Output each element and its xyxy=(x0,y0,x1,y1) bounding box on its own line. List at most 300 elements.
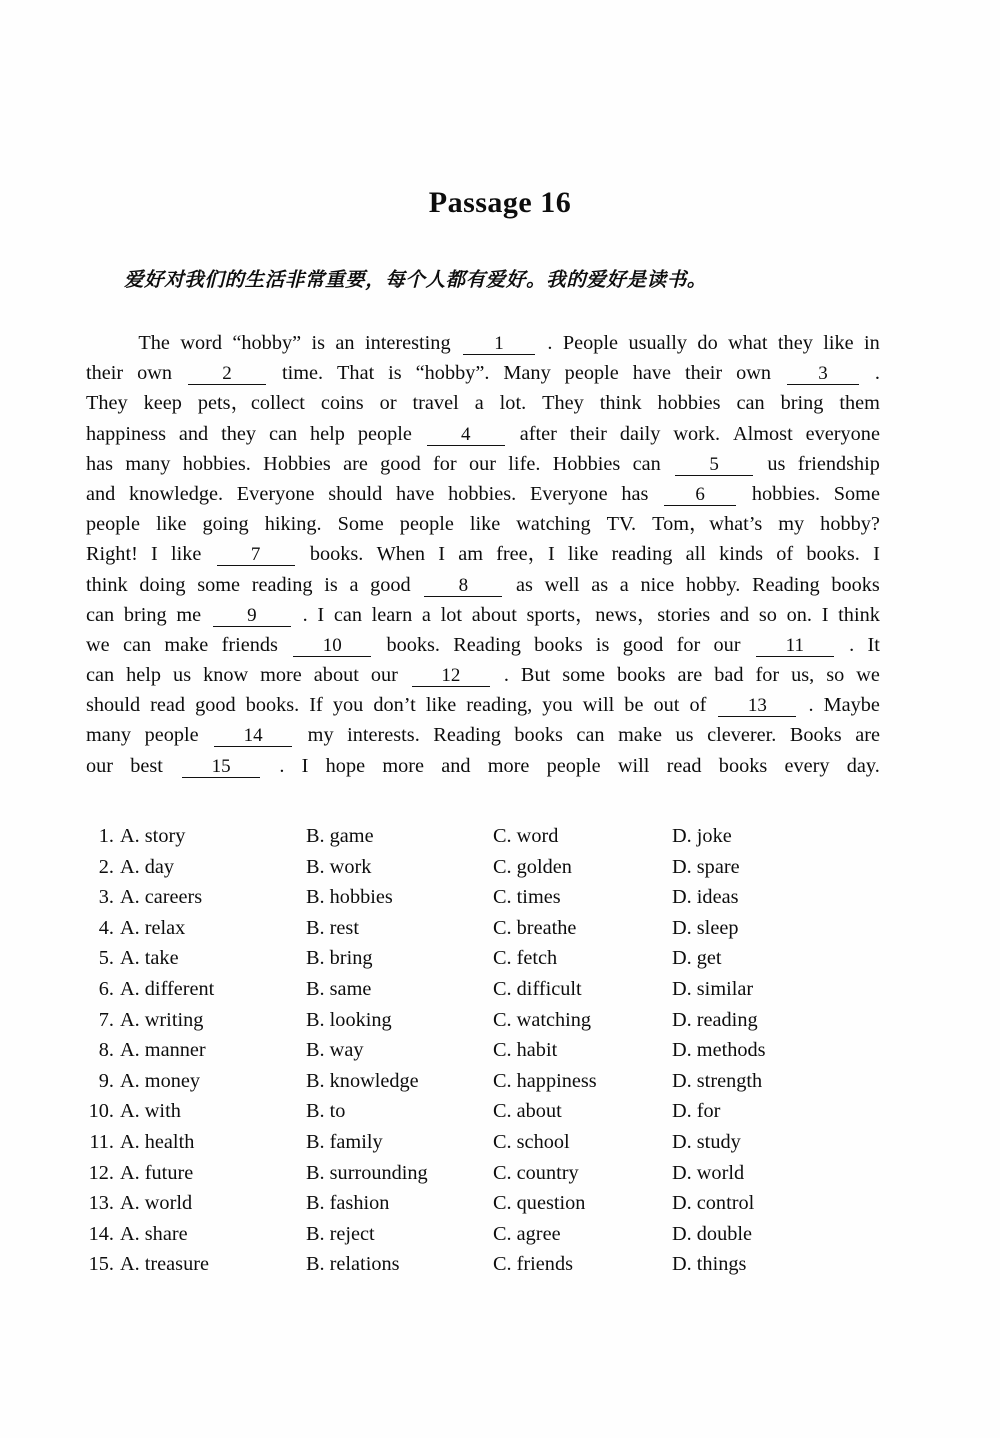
passage-text: bad xyxy=(714,664,744,687)
passage-line xyxy=(86,328,880,358)
passage-line xyxy=(86,751,880,781)
answer-blank-3[interactable]: 3 xyxy=(787,364,859,385)
passage-text: pets，collect xyxy=(197,392,305,415)
passage-text: hobbies. xyxy=(448,482,517,505)
option-d[interactable]: D. for xyxy=(672,1100,721,1123)
passage-text: Almost xyxy=(732,422,793,445)
passage-text: can xyxy=(122,633,152,656)
passage-text: Right! xyxy=(86,543,138,566)
passage-text: hobbies xyxy=(657,392,721,415)
passage-text: “hobby”. xyxy=(415,362,490,385)
passage-text: am xyxy=(458,543,483,566)
passage-line xyxy=(86,449,880,479)
option-b[interactable]: B. reject xyxy=(306,1222,375,1245)
question-row xyxy=(78,1249,908,1280)
passage-text: TV. xyxy=(606,513,637,536)
option-b[interactable]: B. same xyxy=(306,977,372,1000)
passage-text: some xyxy=(197,573,241,596)
passage-text: hope xyxy=(325,754,366,777)
passage-text: daily xyxy=(619,422,661,445)
passage-text: a xyxy=(349,573,359,596)
question-number: 4. xyxy=(98,916,114,939)
option-a[interactable]: A. treasure xyxy=(120,1253,209,1276)
passage-text: will xyxy=(617,754,650,777)
passage-text: help xyxy=(126,664,162,687)
passage-text: us xyxy=(675,724,694,747)
passage-text: for xyxy=(676,633,701,656)
question-number: 3. xyxy=(98,886,114,909)
passage-text: kinds xyxy=(719,543,764,566)
passage-text: and xyxy=(178,422,209,445)
option-a[interactable]: A. relax xyxy=(120,916,186,939)
passage-text: a xyxy=(474,392,484,415)
option-a[interactable]: A. story xyxy=(120,825,186,847)
option-d[interactable]: D. double xyxy=(672,1222,752,1245)
passage-text: us xyxy=(767,452,786,475)
option-c[interactable]: C. times xyxy=(493,886,561,909)
option-b[interactable]: B. game xyxy=(306,825,374,847)
passage-text: some xyxy=(562,664,606,687)
passage-text: reading xyxy=(611,543,673,566)
answer-blank-15[interactable]: 15 xyxy=(182,757,260,778)
option-d[interactable]: D. spare xyxy=(672,855,740,878)
passage-text: so xyxy=(758,603,777,626)
option-b[interactable]: B. relations xyxy=(306,1253,400,1276)
passage-text: hobby. xyxy=(685,573,741,596)
option-d[interactable]: D. world xyxy=(672,1161,745,1184)
passage-text: on. xyxy=(786,603,812,626)
passage-text: free，I xyxy=(496,543,555,566)
question-row xyxy=(78,1005,908,1036)
option-c[interactable]: C. watching xyxy=(493,1008,592,1031)
answer-blank-13[interactable]: 13 xyxy=(718,696,796,717)
passage-text: Some xyxy=(833,482,880,505)
passage-text: are xyxy=(677,664,703,687)
passage-text: lot xyxy=(440,603,463,626)
option-d[interactable]: D. control xyxy=(672,1192,755,1215)
passage-text: . xyxy=(849,633,855,656)
passage-text: all xyxy=(685,543,706,566)
passage-text: friends xyxy=(221,633,278,656)
answer-blank-9[interactable]: 9 xyxy=(213,606,291,627)
passage-text: have xyxy=(632,362,671,385)
option-d[interactable]: D. things xyxy=(672,1253,747,1276)
passage-text: us xyxy=(173,664,192,687)
passage-text: watching xyxy=(516,513,591,536)
question-row xyxy=(78,882,908,913)
passage-text: as xyxy=(516,573,533,596)
passage-line xyxy=(86,419,880,449)
option-c[interactable]: C. school xyxy=(493,1130,570,1153)
passage-text: “hobby” xyxy=(232,332,302,354)
option-b[interactable]: B. rest xyxy=(306,916,359,939)
question-row xyxy=(78,1035,908,1066)
question-number: 9. xyxy=(98,1069,114,1092)
passage-line xyxy=(86,509,880,539)
passage-text: about xyxy=(313,664,359,687)
passage-text: cleverer. xyxy=(707,724,777,747)
option-c[interactable]: C. difficult xyxy=(493,977,582,1000)
question-row xyxy=(78,821,908,852)
answer-blank-12[interactable]: 12 xyxy=(412,666,490,687)
option-c[interactable]: C. habit xyxy=(493,1039,558,1062)
passage-text: their xyxy=(569,422,607,445)
passage-text: knowledge. xyxy=(129,482,224,505)
passage-text: think xyxy=(86,573,128,596)
answer-blank-14[interactable]: 14 xyxy=(214,726,292,747)
option-c[interactable]: C. word xyxy=(493,825,559,847)
passage-text: so xyxy=(826,664,845,687)
passage-text: . xyxy=(279,754,285,777)
option-c[interactable]: C. agree xyxy=(493,1222,561,1245)
passage-text: more xyxy=(260,664,302,687)
passage-text: keep xyxy=(143,392,182,415)
passage-text: know xyxy=(203,664,249,687)
passage-text: in xyxy=(864,332,880,354)
passage-text: When xyxy=(376,543,426,566)
passage-text: people xyxy=(144,724,199,747)
option-a[interactable]: A. careers xyxy=(120,886,203,909)
passage-text: good xyxy=(380,452,421,475)
passage-text: The xyxy=(138,332,170,354)
question-number: 10. xyxy=(88,1100,114,1123)
passage-text: books. xyxy=(245,694,300,717)
page-title: Passage 16 xyxy=(428,186,572,219)
question-number: 6. xyxy=(98,977,114,1000)
passage-text: travel xyxy=(412,392,459,415)
passage-text: books xyxy=(617,664,666,687)
passage-text: can xyxy=(333,603,362,626)
passage-text: reading xyxy=(251,573,313,596)
passage-text: or xyxy=(379,392,397,415)
passage-line xyxy=(86,600,880,630)
passage-text: more xyxy=(487,754,530,777)
passage-text: can xyxy=(86,603,115,626)
question-row xyxy=(78,974,908,1005)
passage-text: us, xyxy=(791,664,815,687)
passage-text: is xyxy=(595,633,610,656)
passage-text: has xyxy=(86,452,114,475)
option-c[interactable]: C. about xyxy=(493,1100,562,1123)
passage-text: They xyxy=(542,392,584,415)
question-number: 1. xyxy=(98,825,114,847)
passage-text: like xyxy=(567,543,599,566)
passage-text: make xyxy=(164,633,209,656)
passage-text: I xyxy=(873,543,880,566)
option-d[interactable]: D. sleep xyxy=(672,916,739,939)
passage-text: If xyxy=(309,694,323,717)
passage-text: bring xyxy=(123,603,167,626)
passage-text: . xyxy=(503,664,509,687)
passage-text: every xyxy=(784,754,830,777)
passage-text: Everyone xyxy=(529,482,608,505)
passage-text: can xyxy=(86,664,115,687)
passage-text: good xyxy=(370,573,411,596)
passage-text: books. xyxy=(806,543,860,566)
passage-text: happiness xyxy=(86,422,166,445)
passage-text: books xyxy=(514,724,563,747)
question-number: 12. xyxy=(88,1161,114,1184)
passage-text: Hobbies xyxy=(552,452,621,475)
question-row xyxy=(78,1066,908,1097)
passage-line xyxy=(86,388,880,418)
passage-text: hiking. xyxy=(264,513,322,536)
passage-line xyxy=(86,358,880,388)
passage-text: . xyxy=(808,694,814,717)
option-a[interactable]: A. day xyxy=(120,855,175,878)
answer-blank-10[interactable]: 10 xyxy=(293,636,371,657)
answer-blank-11[interactable]: 11 xyxy=(756,636,834,657)
option-b[interactable]: B. knowledge xyxy=(306,1069,419,1092)
passage-text: . xyxy=(874,362,880,385)
passage-text: That xyxy=(337,362,375,385)
passage-text: nice xyxy=(640,573,675,596)
passage-text: own xyxy=(736,362,771,385)
option-d[interactable]: D. study xyxy=(672,1130,741,1153)
passage-line xyxy=(86,630,880,660)
passage-text: interesting xyxy=(364,332,451,354)
passage-text: our xyxy=(713,633,741,656)
passage-text: hobby? xyxy=(820,513,880,536)
option-a[interactable]: A. future xyxy=(120,1161,194,1184)
passage-text: can xyxy=(736,392,765,415)
option-d[interactable]: D. get xyxy=(672,947,722,970)
passage-text: It xyxy=(867,633,880,656)
passage-text: . xyxy=(547,332,553,354)
passage-text: reading, xyxy=(466,694,533,717)
passage-text: Everyone xyxy=(236,482,315,505)
answer-blank-1[interactable]: 1 xyxy=(463,334,535,355)
question-number: 5. xyxy=(98,947,114,970)
passage-line xyxy=(86,690,880,720)
passage-text: bring xyxy=(780,392,824,415)
passage-text: But xyxy=(520,664,551,687)
passage-text: books. xyxy=(309,543,364,566)
option-a[interactable]: A. with xyxy=(120,1100,181,1123)
passage-text: Reading xyxy=(433,724,501,747)
question-number: 13. xyxy=(88,1192,114,1215)
option-c[interactable]: C. country xyxy=(493,1161,579,1184)
answer-blank-6[interactable]: 6 xyxy=(664,485,736,506)
option-a[interactable]: A. different xyxy=(120,977,215,1000)
question-row xyxy=(78,1188,908,1219)
passage-text: good xyxy=(195,694,236,717)
passage-text: for xyxy=(433,452,457,475)
passage-line xyxy=(86,479,880,509)
passage-text: is xyxy=(388,362,402,385)
passage-text: their xyxy=(684,362,723,385)
passage-text: Reading xyxy=(453,633,521,656)
passage-text: doing xyxy=(139,573,186,596)
passage-text: books xyxy=(831,573,880,596)
question-row xyxy=(78,943,908,974)
passage-text: like xyxy=(469,513,501,536)
passage-text: what xyxy=(728,332,768,354)
question-options-list xyxy=(78,821,908,1280)
passage-text: many xyxy=(125,452,171,475)
passage-text: like xyxy=(425,694,457,717)
question-row xyxy=(78,852,908,883)
passage-text: after xyxy=(519,422,557,445)
passage-text: Reading xyxy=(752,573,820,596)
passage-text: should xyxy=(86,694,141,717)
passage-text: own xyxy=(137,362,173,385)
passage-text: their xyxy=(86,362,124,385)
passage-text: we xyxy=(856,664,880,687)
passage-text: are xyxy=(343,452,368,475)
option-b[interactable]: B. fashion xyxy=(306,1192,390,1215)
passage-text: have xyxy=(396,482,435,505)
passage-text: hobbies. xyxy=(751,482,821,505)
option-a[interactable]: A. manner xyxy=(120,1039,206,1062)
passage-text: I xyxy=(317,603,325,626)
passage-text: a xyxy=(619,573,629,596)
passage-text: books xyxy=(534,633,583,656)
option-b[interactable]: B. surrounding xyxy=(306,1161,428,1184)
passage-text: of xyxy=(689,694,707,717)
question-row xyxy=(78,1127,908,1158)
passage-text: you xyxy=(332,694,364,717)
passage-text: is xyxy=(324,573,338,596)
option-b[interactable]: B. looking xyxy=(306,1008,392,1031)
passage-text: are xyxy=(855,724,880,747)
chinese-intro-line: 爱好对我们的生活非常重要，每个人都有爱好。我的爱好是读书。 xyxy=(124,268,707,291)
answer-blank-7[interactable]: 7 xyxy=(217,545,295,566)
passage-text: . xyxy=(302,603,308,626)
question-row xyxy=(78,1219,908,1250)
option-a[interactable]: A. world xyxy=(120,1192,193,1215)
passage-text: Books xyxy=(789,724,842,747)
passage-text: learn xyxy=(371,603,413,626)
passage-text: help xyxy=(310,422,345,445)
passage-text: many xyxy=(86,724,132,747)
passage-text: they xyxy=(221,422,257,445)
passage-text: well xyxy=(544,573,580,596)
option-b[interactable]: B. work xyxy=(306,855,372,878)
option-a[interactable]: A. health xyxy=(120,1130,195,1153)
option-a[interactable]: A. take xyxy=(120,947,179,970)
passage-text: out xyxy=(653,694,680,717)
passage-text: everyone xyxy=(805,422,880,445)
option-b[interactable]: B. hobbies xyxy=(306,886,393,909)
passage-text: best xyxy=(130,754,163,777)
passage-text: do xyxy=(697,332,718,354)
option-d[interactable]: D. reading xyxy=(672,1008,758,1031)
passage-text: coins xyxy=(320,392,364,415)
option-b[interactable]: B. bring xyxy=(306,947,373,970)
passage-text: sports，news，stories xyxy=(526,603,711,626)
passage-text: and xyxy=(441,754,471,777)
passage-text: is xyxy=(311,332,326,354)
passage-text: should xyxy=(328,482,383,505)
option-d[interactable]: D. strength xyxy=(672,1069,763,1092)
paragraph-indent xyxy=(86,328,128,358)
passage-text: of xyxy=(776,543,794,566)
passage-text: our xyxy=(370,664,398,687)
question-row xyxy=(78,1158,908,1189)
passage-line xyxy=(86,570,880,600)
option-b[interactable]: B. way xyxy=(306,1039,364,1062)
passage-text: interests. xyxy=(347,724,420,747)
passage-text: like xyxy=(823,332,854,354)
passage-text: them xyxy=(839,392,880,415)
passage-text: our xyxy=(468,452,496,475)
passage-text: People xyxy=(562,332,619,354)
passage-text: a xyxy=(421,603,431,626)
passage-text: our xyxy=(86,754,114,777)
passage-text: people xyxy=(564,362,619,385)
passage-text: me xyxy=(176,603,202,626)
option-d[interactable]: D. joke xyxy=(672,825,732,847)
passage-text: read xyxy=(150,694,186,717)
option-c[interactable]: C. question xyxy=(493,1192,586,1215)
passage-text: they xyxy=(777,332,813,354)
passage-text: for xyxy=(755,664,780,687)
answer-blank-5[interactable]: 5 xyxy=(675,455,753,476)
passage-text: we xyxy=(86,633,110,656)
option-b[interactable]: B. to xyxy=(306,1100,346,1123)
passage-text: about xyxy=(471,603,517,626)
passage-text: I xyxy=(301,754,309,777)
option-c[interactable]: C. happiness xyxy=(493,1069,597,1092)
passage-text: people xyxy=(86,513,141,536)
answer-blank-4[interactable]: 4 xyxy=(427,425,505,446)
passage-text: can xyxy=(268,422,298,445)
passage-text: as xyxy=(591,573,609,596)
option-a[interactable]: A. share xyxy=(120,1222,188,1245)
passage-text: make xyxy=(618,724,662,747)
passage-text: don’t xyxy=(373,694,416,717)
answer-blank-8[interactable]: 8 xyxy=(424,576,502,597)
passage-text: Hobbies xyxy=(263,452,331,475)
option-c[interactable]: C. friends xyxy=(493,1253,573,1276)
passage-text: can xyxy=(632,452,661,475)
passage-text: Many xyxy=(503,362,551,385)
question-number: 11. xyxy=(89,1130,114,1153)
passage-text: an xyxy=(335,332,355,354)
passage-text: be xyxy=(624,694,644,717)
passage-text: lot. xyxy=(499,392,527,415)
passage-text: books xyxy=(718,754,768,777)
passage-text: Some xyxy=(337,513,384,536)
passage-text: and xyxy=(719,603,750,626)
passage-text: people xyxy=(399,513,454,536)
option-b[interactable]: B. family xyxy=(306,1130,383,1153)
passage-line xyxy=(86,539,880,569)
option-c[interactable]: C. fetch xyxy=(493,947,558,970)
option-c[interactable]: C. golden xyxy=(493,855,572,878)
passage-text: good xyxy=(622,633,664,656)
answer-blank-2[interactable]: 2 xyxy=(188,364,266,385)
passage-text: I xyxy=(151,543,158,566)
passage-text: life. xyxy=(508,452,541,475)
passage-text: can xyxy=(576,724,605,747)
option-a[interactable]: A. writing xyxy=(120,1008,204,1031)
passage-text: think xyxy=(838,603,880,626)
passage-text: and xyxy=(86,482,116,505)
question-number: 15. xyxy=(88,1253,114,1276)
passage-text: people xyxy=(357,422,412,445)
passage-text: Tom，what’s xyxy=(652,513,763,536)
option-d[interactable]: D. ideas xyxy=(672,886,739,909)
option-c[interactable]: C. breathe xyxy=(493,916,577,939)
option-d[interactable]: D. similar xyxy=(672,977,754,1000)
passage-text: usually xyxy=(628,332,688,354)
question-row xyxy=(78,913,908,944)
option-d[interactable]: D. methods xyxy=(672,1039,766,1062)
option-a[interactable]: A. money xyxy=(120,1069,200,1092)
passage-text: hobbies. xyxy=(182,452,251,475)
